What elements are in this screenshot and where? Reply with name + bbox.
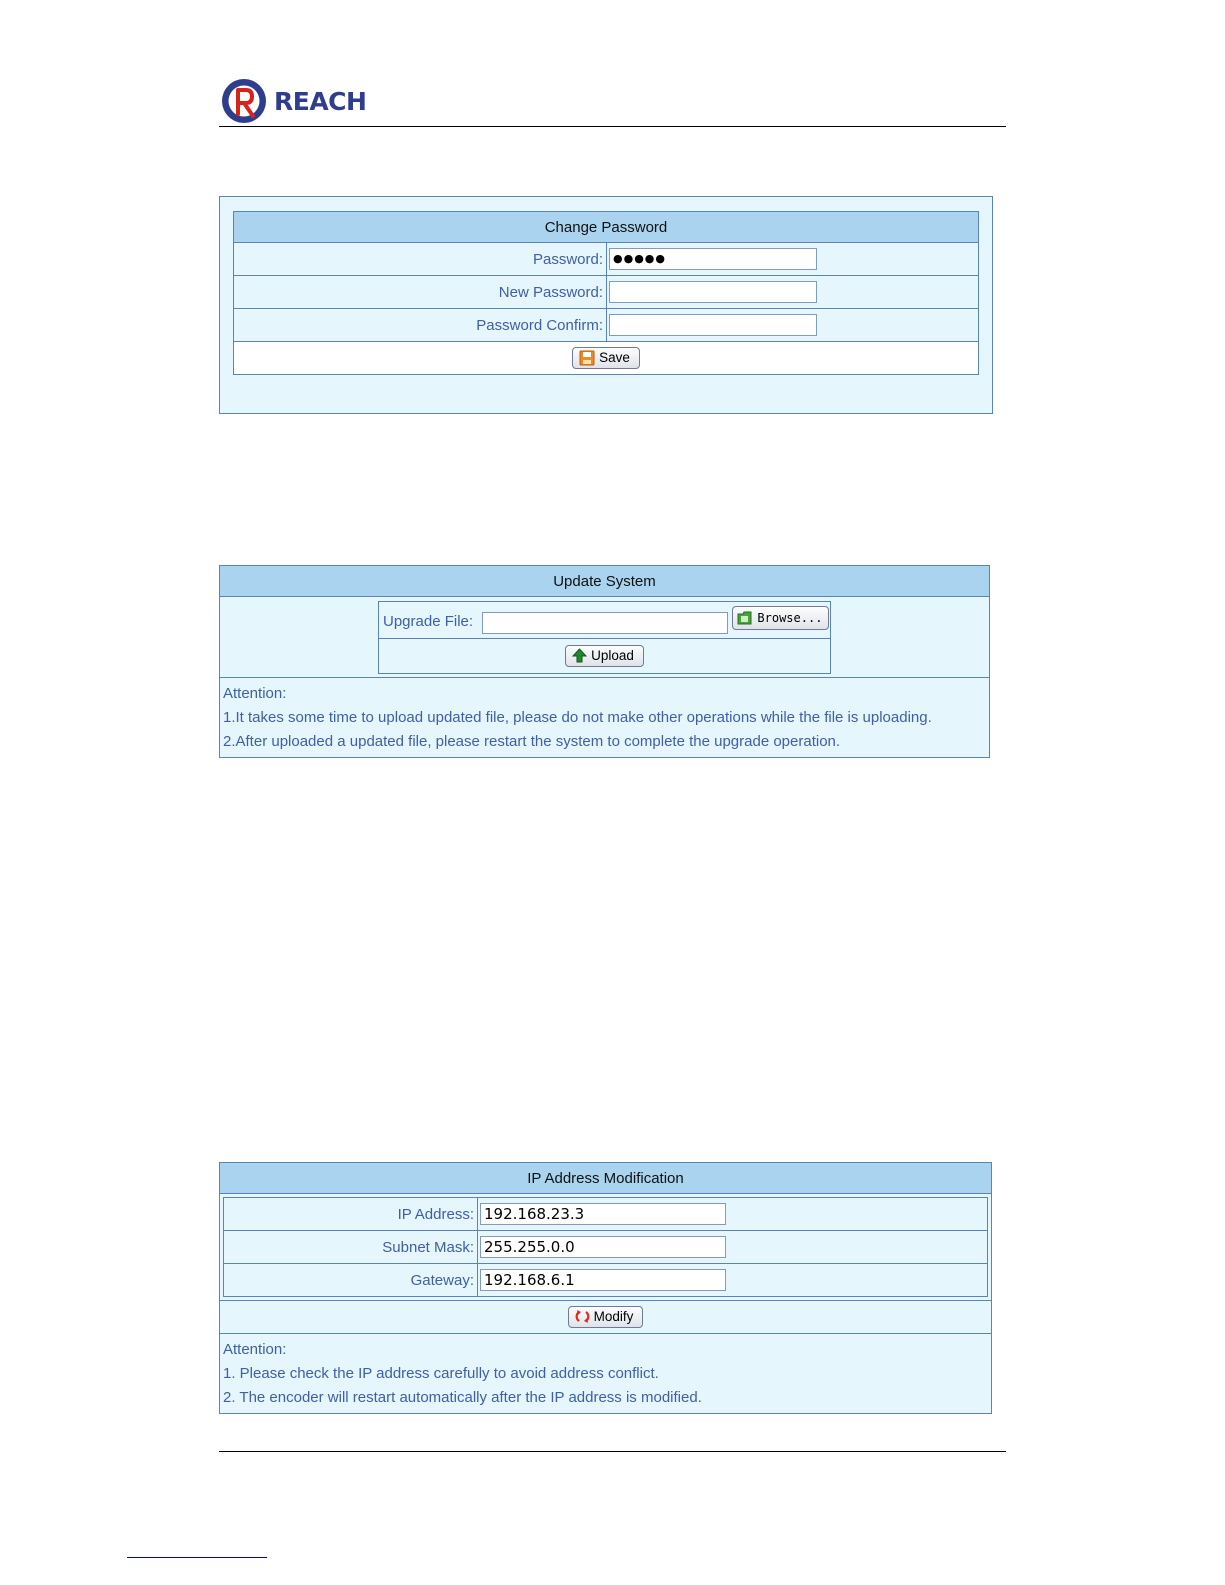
header-rule	[219, 126, 1006, 127]
attention-title: Attention:	[223, 1341, 287, 1358]
refresh-icon	[575, 1309, 590, 1324]
upload-button-label: Upload	[591, 648, 634, 664]
floppy-disk-icon	[579, 350, 595, 366]
attention-line: 1.It takes some time to upload updated file, please do not make other operations while the file is uploading.	[223, 709, 932, 726]
new-password-label: New Password:	[234, 276, 607, 309]
password-label: Password:	[234, 243, 607, 276]
modify-button-label: Modify	[593, 1309, 634, 1325]
footer-rule	[219, 1451, 1006, 1452]
reach-logo-icon	[219, 76, 269, 126]
password-input[interactable]: ●●●●●	[609, 248, 817, 270]
footnote-underline	[127, 1557, 267, 1558]
attention-line: 2.After uploaded a updated file, please restart the system to complete the upgrade operation.	[223, 733, 841, 750]
modify-button[interactable]	[568, 1306, 644, 1328]
attention-title: Attention:	[223, 685, 287, 702]
upload-button[interactable]	[565, 645, 644, 667]
update-system-panel	[219, 565, 990, 758]
upgrade-file-label: Upgrade File:	[383, 613, 474, 631]
browse-button[interactable]	[732, 606, 829, 630]
folder-icon	[737, 610, 753, 626]
attention-line: 2. The encoder will restart automatically after the IP address is modified.	[223, 1389, 702, 1406]
password-confirm-input[interactable]	[609, 314, 817, 336]
gateway-label: Gateway:	[224, 1264, 478, 1297]
subnet-mask-input[interactable]: 255.255.0.0	[480, 1236, 726, 1258]
new-password-input[interactable]	[609, 281, 817, 303]
change-password-panel	[219, 196, 993, 414]
update-system-title: Update System	[220, 566, 990, 597]
ip-address-input[interactable]: 192.168.23.3	[480, 1203, 726, 1225]
upload-arrow-icon	[572, 648, 587, 663]
save-button-label: Save	[599, 350, 630, 365]
update-attention	[220, 678, 990, 758]
change-password-title: Change Password	[234, 212, 979, 243]
reach-logo	[219, 76, 366, 126]
save-button[interactable]	[572, 347, 640, 369]
attention-line: 1. Please check the IP address carefully to avoid address conflict.	[223, 1365, 659, 1382]
password-confirm-label: Password Confirm:	[234, 309, 607, 342]
ip-modification-title: IP Address Modification	[220, 1163, 992, 1194]
ip-modification-panel	[219, 1162, 992, 1414]
subnet-mask-label: Subnet Mask:	[224, 1231, 478, 1264]
ip-address-label: IP Address:	[224, 1198, 478, 1231]
browse-button-label: Browse...	[757, 611, 823, 626]
gateway-input[interactable]: 192.168.6.1	[480, 1269, 726, 1291]
ip-attention	[220, 1334, 992, 1414]
logo-text: REACH	[274, 86, 367, 116]
upgrade-file-input[interactable]	[482, 612, 728, 634]
